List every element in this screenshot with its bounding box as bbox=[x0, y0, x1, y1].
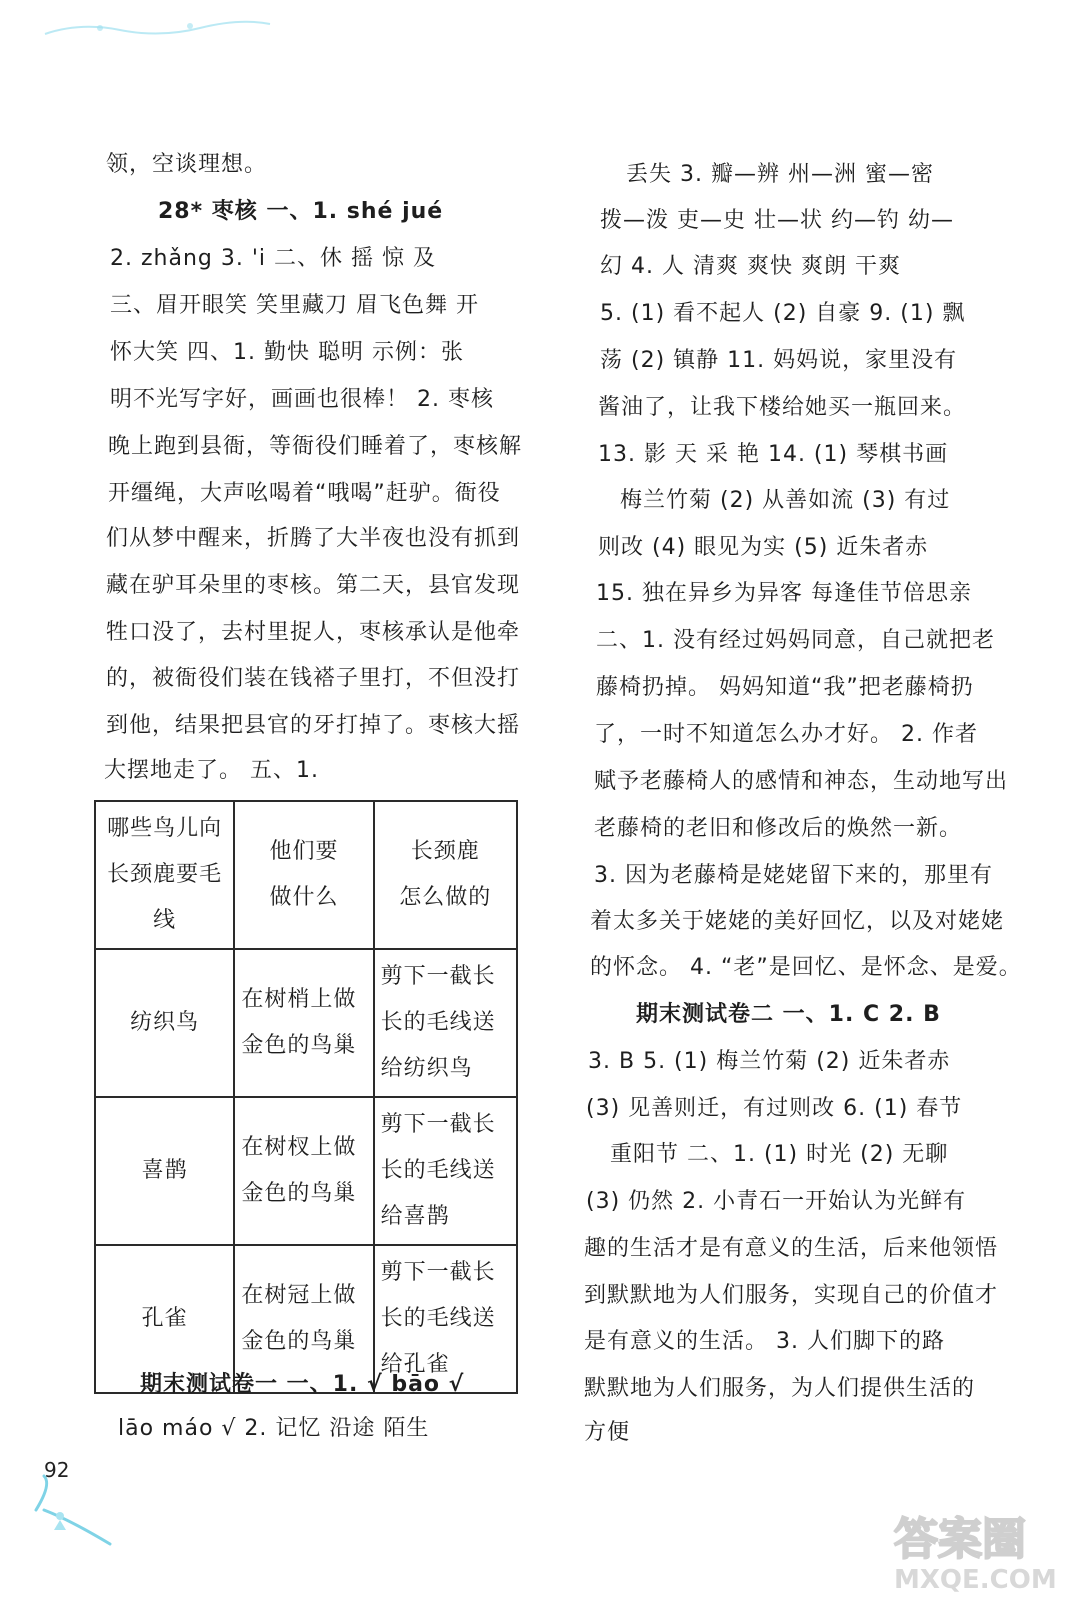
text-line: 2. zhǎng 3. 'i 二、休 摇 惊 及 bbox=[110, 246, 436, 271]
table-header-row bbox=[95, 801, 517, 949]
text-line: 到默默地为人们服务，实现自己的价值才 bbox=[584, 1283, 999, 1308]
text-line: lāo máo √ 2. 记忆 沿途 陌生 bbox=[118, 1416, 430, 1441]
section-heading: 期末测试卷二 一、1. C 2. B bbox=[636, 1002, 941, 1027]
text-line: (3) 见善则迁，有过则改 6. (1) 春节 bbox=[586, 1096, 963, 1121]
text-line: (3) 仍然 2. 小青石一开始认为光鲜有 bbox=[586, 1189, 967, 1214]
text-line: 藤椅扔掉。 妈妈知道“我”把老藤椅扔 bbox=[596, 675, 974, 700]
section-heading: 28* 枣核 一、1. shé jué bbox=[158, 199, 444, 224]
footer-decoration-icon bbox=[30, 1470, 120, 1550]
table-cell: 在树杈上做 金色的鸟巢 bbox=[234, 1097, 373, 1245]
text-line: 的怀念。 4. “老”是回忆、是怀念、是爱。 bbox=[590, 955, 1022, 980]
text-line: 的，被衙役们装在钱褡子里打，不但没打 bbox=[106, 666, 521, 691]
page-number: 92 bbox=[44, 1458, 70, 1482]
text-line: 大摆地走了。 五、1. bbox=[104, 758, 319, 783]
svg-text:MXQE.COM: MXQE.COM bbox=[894, 1565, 1057, 1594]
svg-text:答案圈: 答案圈 bbox=[894, 1514, 1026, 1565]
table-header-cell: 哪些鸟儿向 长颈鹿要毛线 bbox=[95, 801, 234, 949]
text-line: 13. 影 天 采 艳 14. (1) 琴棋书画 bbox=[598, 442, 949, 467]
text-line: 赋予老藤椅人的感情和神态，生动地写出 bbox=[594, 769, 1009, 794]
text-line: 藏在驴耳朵里的枣核。第二天，县官发现 bbox=[106, 573, 521, 598]
table-cell: 孔雀 bbox=[95, 1245, 234, 1393]
text-line: 到他，结果把县官的牙打掉了。枣核大摇 bbox=[106, 713, 521, 738]
text-line: 5. (1) 看不起人 (2) 自豪 9. (1) 飘 bbox=[600, 301, 966, 326]
table-cell: 喜鹊 bbox=[95, 1097, 234, 1245]
text-line: 怀大笑 四、1. 勤快 聪明 示例：张 bbox=[110, 340, 464, 365]
header-decoration-icon bbox=[40, 14, 280, 44]
table-cell: 剪下一截长 长的毛线送 给喜鹊 bbox=[374, 1097, 517, 1245]
text-line: 默默地为人们服务，为人们提供生活的 bbox=[584, 1376, 976, 1401]
text-line: 幻 4. 人 清爽 爽快 爽朗 干爽 bbox=[600, 254, 901, 279]
text-line: 15. 独在异乡为异客 每逢佳节倍思亲 bbox=[596, 581, 972, 606]
table-cell: 在树冠上做 金色的鸟巢 bbox=[234, 1245, 373, 1393]
answer-table bbox=[94, 800, 518, 1394]
table-cell: 剪下一截长 长的毛线送 给孔雀 bbox=[374, 1245, 517, 1393]
text-line: 重阳节 二、1. (1) 时光 (2) 无聊 bbox=[610, 1142, 949, 1167]
text-line: 荡 (2) 镇静 11. 妈妈说，家里没有 bbox=[600, 348, 958, 373]
text-line: 老藤椅的老旧和修改后的焕然一新。 bbox=[594, 816, 963, 841]
section-heading: 期末测试卷一 一、1. √ bāo √ bbox=[140, 1372, 465, 1397]
text-line: 3. B 5. (1) 梅兰竹菊 (2) 近朱者赤 bbox=[588, 1049, 951, 1074]
text-line: 梅兰竹菊 (2) 从善如流 (3) 有过 bbox=[620, 488, 951, 513]
text-line: 酱油了，让我下楼给她买一瓶回来。 bbox=[598, 395, 967, 420]
table-header-cell: 长颈鹿 怎么做的 bbox=[374, 801, 517, 949]
text-line: 了，一时不知道怎么办才好。 2. 作者 bbox=[594, 722, 978, 747]
text-line: 晚上跑到县衙，等衙役们睡着了，枣核解 bbox=[108, 434, 523, 459]
text-line: 拨—泼 吏—史 壮—状 约—钓 幼— bbox=[600, 208, 954, 233]
text-line: 开缰绳，大声吆喝着“哦喝”赶驴。衙役 bbox=[108, 481, 501, 506]
table-header-cell: 他们要 做什么 bbox=[234, 801, 373, 949]
text-line: 明不光写字好，画画也很棒！ 2. 枣核 bbox=[110, 387, 494, 412]
text-line: 则改 (4) 眼见为实 (5) 近朱者赤 bbox=[598, 535, 929, 560]
text-line: 着太多关于姥姥的美好回忆，以及对姥姥 bbox=[590, 909, 1005, 934]
table-cell: 剪下一截长 长的毛线送 给纺织鸟 bbox=[374, 949, 517, 1097]
text-line: 牲口没了，去村里捉人，枣核承认是他牵 bbox=[106, 620, 521, 645]
table-row bbox=[95, 1097, 517, 1245]
text-line: 二、1. 没有经过妈妈同意，自己就把老 bbox=[596, 628, 995, 653]
table-row bbox=[95, 949, 517, 1097]
text-line: 方便 bbox=[584, 1420, 631, 1445]
table-cell: 在树梢上做 金色的鸟巢 bbox=[234, 949, 373, 1097]
text-line: 三、眉开眼笑 笑里藏刀 眉飞色舞 开 bbox=[110, 293, 479, 318]
text-line: 们从梦中醒来，折腾了大半夜也没有抓到 bbox=[106, 526, 521, 551]
text-line: 趣的生活才是有意义的生活，后来他领悟 bbox=[584, 1236, 999, 1261]
text-line: 3. 因为老藤椅是姥姥留下来的，那里有 bbox=[594, 863, 993, 888]
text-line: 丢失 3. 瓣—辨 州—洲 蜜—密 bbox=[626, 162, 934, 187]
table-cell: 纺织鸟 bbox=[95, 949, 234, 1097]
text-line: 领，空谈理想。 bbox=[106, 152, 268, 177]
text-line: 是有意义的生活。 3. 人们脚下的路 bbox=[584, 1329, 945, 1354]
watermark-logo-icon bbox=[888, 1504, 1068, 1594]
